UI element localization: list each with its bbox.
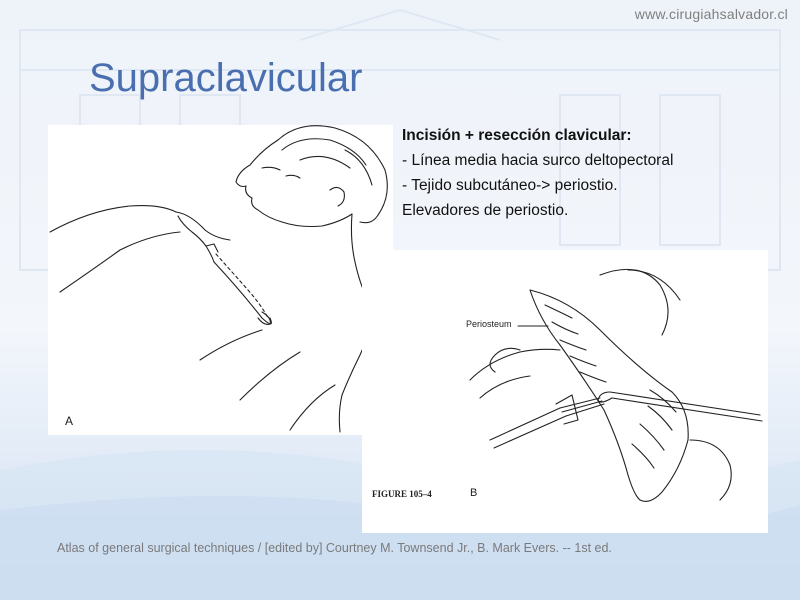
figure-caption: FIGURE 105–4 — [372, 489, 432, 499]
slide-title: Supraclavicular — [89, 56, 363, 100]
figure-a-label: A — [65, 414, 74, 428]
incision-description — [402, 123, 782, 223]
footer-citation: Atlas of general surgical techniques / [edited by] Courtney M. Townsend Jr., B. Mark Evers. -- 1st ed. — [57, 541, 612, 555]
content-heading: Incisión + resección clavicular: — [402, 127, 632, 144]
bullet-line-3: Elevadores de periostio. — [402, 202, 569, 219]
bullet-line-1: - Línea media hacia surco deltopectoral — [402, 152, 674, 169]
website-url: www.cirugiahsalvador.cl — [634, 6, 788, 22]
bullet-line-2: - Tejido subcutáneo-> periostio. — [402, 177, 618, 194]
figure-b-label: B — [470, 487, 478, 499]
periosteum-label: Periosteum — [466, 319, 512, 329]
